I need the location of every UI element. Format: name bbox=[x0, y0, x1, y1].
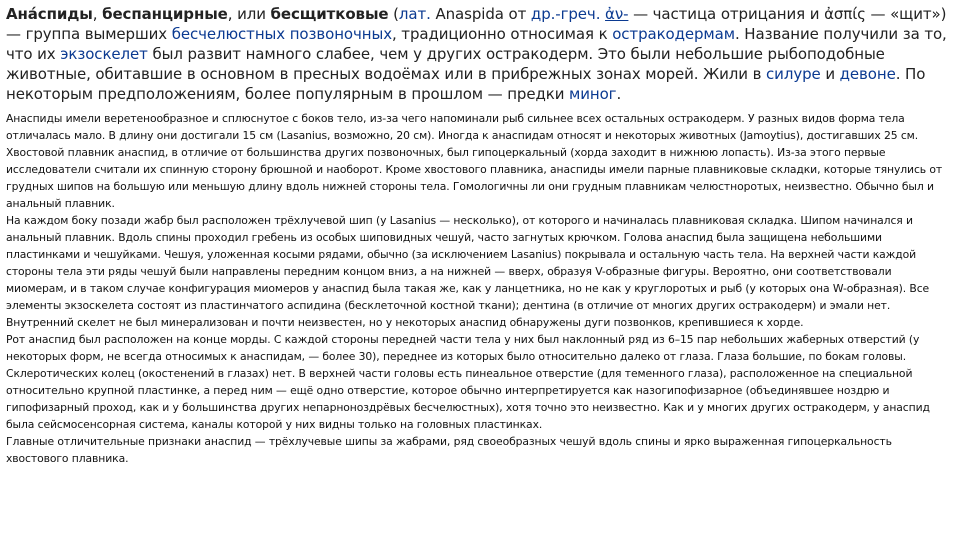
term-anaspida: Ана́спиды bbox=[6, 5, 93, 23]
lead-text: . По некоторым предположениям, более популярным в прошлом — предки bbox=[6, 65, 926, 103]
body-paragraph-features: Главные отличительные признаки анаспид — трёхлучевые шипы за жабрами, ряд своеобразных чешуй вдоль спины и ярко выраженная гипоцеркальность хвостового плавника. bbox=[6, 435, 892, 465]
lead-text: Anaspida от bbox=[430, 5, 531, 23]
link-lampreys[interactable]: миног bbox=[569, 85, 617, 103]
lead-text: ( bbox=[388, 5, 399, 23]
link-jawless-vertebrates[interactable]: бесчелюстных позвоночных bbox=[171, 25, 392, 43]
link-latin[interactable]: лат. bbox=[398, 5, 431, 23]
lead-text: , традиционно относимая к bbox=[391, 25, 613, 43]
body-paragraph-skeleton: На каждом боку позади жабр был расположен трёхлучевой шип (у Lasanius — несколько), от которого и начиналась плавниковая складка. Шипом начинался и анальный плавник. Вдоль спины проходил гребень из особых шиповидных чешуй, часто загнутых крючком. Голова анаспид была защищена небольшими пластинками и чешуйками. Чешуя, уложенная косыми рядами, обычно (за исключением Lasanius) покрывала и остальную часть тела. На верхней части каждой стороны тела эти ряды чешуй были направлены передним концом вниз, а на нижней — вверх, образуя V-образные фигуры. Вероятно, они соответствовали миомерам, и в таком случае конфигурация миомеров у анаспид была такая же, как у ланцетника, но не как у круглоротых и рыб (у которых она W-образная). Все элементы экзоскелета состоят из пластинчатого аспидина (бесклеточной костной ткани); дентина (в отличие от многих других остракодерм) и эмали нет. Внутренний скелет не был минерализован и почти неизвестен, но у некоторых анаспид обнаружены дуги позвонков, крепившиеся к хорде. bbox=[6, 214, 930, 329]
term-besshchitkovye: бесщитковые bbox=[270, 5, 389, 23]
link-ancient-greek[interactable]: др.-греч. bbox=[530, 5, 601, 23]
body-paragraph-head: Рот анаспид был расположен на конце морды. С каждой стороны передней части тела у них был наклонный ряд из 6–15 пар небольших жаберных отверстий (у некоторых форм, не всегда относимых к анаспидам, — более 30), переднее из которых было относительно далеко от глаза. Глаза большие, по бокам головы. Склеротических колец (окостенений в глазах) нет. В верхней части головы есть пинеальное отверстие (для теменного глаза), расположенное на специальной относительно крупной пластинке, а перед ним — ещё одно отверстие, которое обычно интерпретируется как назогипофизарное (объединявшее ноздрю и гипофизарный проход, как и у большинства других непарноноздрёвых бесчелюстных), хотя точно это неизвестно. Как и у многих других остракодерм, у анаспид была сейсмосенсорная система, каналы которой у них видны только на головных пластинках. bbox=[6, 333, 930, 431]
link-greek-prefix[interactable]: ἀν- bbox=[605, 5, 629, 23]
lead-text: был развит намного слабее, чем у других остракодерм. Это были небольшие рыбоподобные животные, обитавшие в основном в пресных водоёмах или в прибрежных зонах морей. Жили в bbox=[6, 45, 885, 83]
lead-text: — частица отрицания и ἀσπίς — «щит») — группа вымерших bbox=[6, 5, 947, 43]
link-ostracoderms[interactable]: остракодермам bbox=[612, 25, 735, 43]
link-silurian[interactable]: силуре bbox=[766, 65, 821, 83]
lead-text: и bbox=[820, 65, 840, 83]
body-paragraph-shape: Анаспиды имели веретенообразное и сплюснутое с боков тело, из-за чего напоминали рыб сильнее всех остальных остракодерм. У разных видов форма тела отличалась мало. В длину они достигали 15 см (Lasanius, возможно, 20 см). Иногда к анаспидам относят и некоторых животных (Jamoytius), достигавших 25 см. bbox=[6, 112, 919, 142]
term-bespantsirnye: беспанцирные bbox=[102, 5, 228, 23]
lead-text: , или bbox=[227, 5, 271, 23]
lead-paragraph bbox=[6, 4, 954, 104]
lead-text: . bbox=[616, 85, 622, 103]
article-body bbox=[6, 110, 954, 467]
link-exoskeleton[interactable]: экзоскелет bbox=[60, 45, 148, 63]
body-paragraph-fins: Хвостовой плавник анаспид, в отличие от большинства других позвоночных, был гипоцеркальный (хорда заходит в нижнюю лопасть). Из-за этого первые исследователи считали их спинную сторону брюшной и наоборот. Кроме хвостового плавника, анаспиды имели парные плавниковые складки, которые тянулись от грудных шипов на большую или меньшую длину вдоль нижней стороны тела. Гомологичны ли они грудным плавникам челюстноротых, неизвестно. Обычно был и анальный плавник. bbox=[6, 146, 943, 210]
lead-text: . Название получили за то, что их bbox=[6, 25, 947, 63]
lead-text: , bbox=[92, 5, 103, 23]
link-devonian[interactable]: девоне bbox=[839, 65, 896, 83]
